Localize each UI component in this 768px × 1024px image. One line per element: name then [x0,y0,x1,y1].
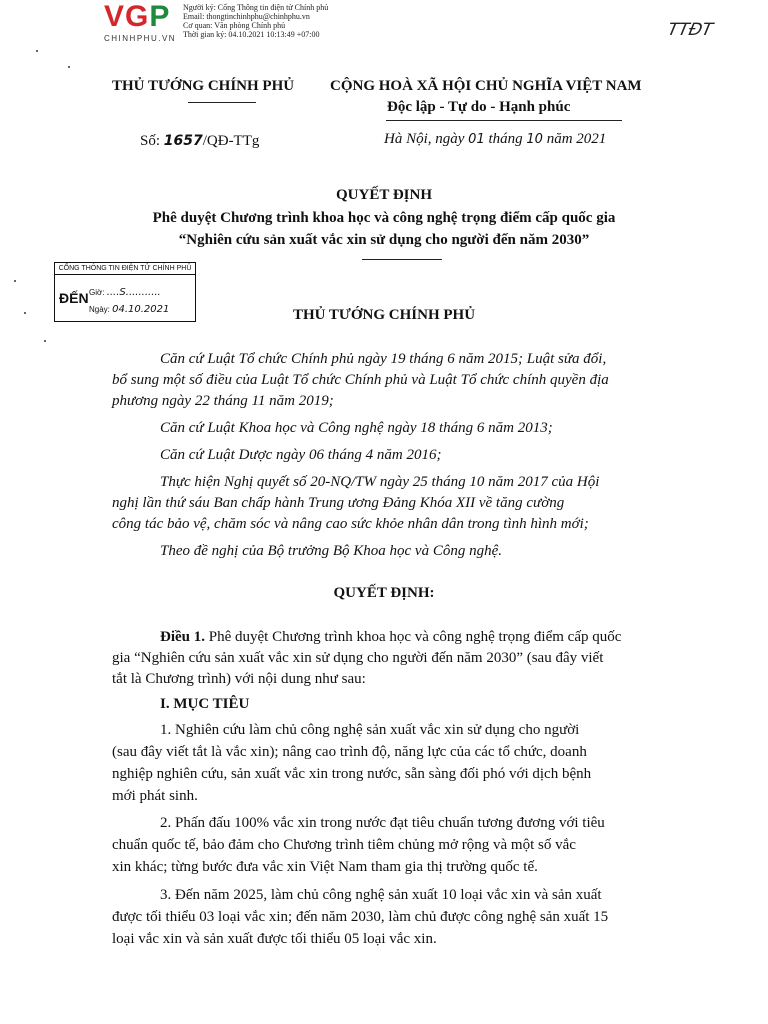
scan-speck [36,50,38,52]
preamble-line: bổ sung một số điều của Luật Tổ chức Chính phủ và Luật Tổ chức chính quyền địa [112,372,609,388]
stamp-date: Ngày: 04.10.2021 [89,304,170,315]
body-line: xin khác; từng bước đưa vắc xin Việt Nam tham gia thị trường quốc tế. [112,859,538,875]
decision-heading: QUYẾT ĐỊNH: [333,585,435,601]
signature-line: Email: thongtinchinhphu@chinhphu.vn [183,12,310,21]
section-heading: I. MỤC TIÊU [160,696,250,712]
document-kind: QUYẾT ĐỊNH [336,187,432,203]
signature-line: Cơ quan: Văn phòng Chính phủ [183,21,286,30]
article-label: Điều 1. [160,629,205,645]
body-line: loại vắc xin và sản xuất được tối thiểu 05 loại vắc xin. [112,931,437,947]
scan-speck [68,66,70,68]
article-line: Điều 1. Phê duyệt Chương trình khoa học và công nghệ trọng điểm cấp quốc [160,629,622,645]
stamp-time: Giờ: ....S........... [89,287,161,298]
signature-line: Thời gian ký: 04.10.2021 10:13:49 +07:00 [183,30,320,39]
preamble-line: công tác bảo vệ, chăm sóc và nâng cao sức khỏe nhân dân trong tình hình mới; [112,516,589,532]
divider [386,120,622,121]
handwritten-mark: TTĐT [665,20,715,40]
article-line: tắt là Chương trình) với nội dung như sau: [112,671,366,687]
body-line: mới phát sinh. [112,788,198,804]
vgp-logo: VGP [104,0,171,33]
scan-speck [14,280,16,282]
preamble-line: Căn cứ Luật Khoa học và Công nghệ ngày 18 tháng 6 năm 2013; [160,420,553,436]
scan-speck [44,340,46,342]
preamble-line: Căn cứ Luật Tổ chức Chính phủ ngày 19 tháng 6 năm 2015; Luật sửa đổi, [160,351,607,367]
body-line: 2. Phấn đấu 100% vắc xin trong nước đạt tiêu chuẩn tương đương với tiêu [160,815,605,831]
stamp-den: ĐẾN [59,290,89,306]
divider [188,102,256,103]
article-line: gia “Nghiên cứu sản xuất vắc xin sử dụng cho người đến năm 2030” (sau đây viết [112,650,604,666]
national-motto: Độc lập - Tự do - Hạnh phúc [387,99,571,115]
body-line: 1. Nghiên cứu làm chủ công nghệ sản xuất vắc xin sử dụng cho người [160,722,580,738]
document-title-line: Phê duyệt Chương trình khoa học và công nghệ trọng điểm cấp quốc gia [152,210,616,226]
body-line: nghiệp nghiên cứu, sản xuất vắc xin trong nước, sẵn sàng đối phó với dịch bệnh [112,766,592,782]
issuer-name: THỦ TƯỚNG CHÍNH PHỦ [112,78,295,94]
preamble-line: phương ngày 22 tháng 11 năm 2019; [112,393,334,409]
body-line: chuẩn quốc tế, bảo đảm cho Chương trình tiêm chủng mở rộng và một số vắc [112,837,576,853]
preamble-line: nghị lần thứ sáu Ban chấp hành Trung ương Đảng Khóa XII về tăng cường [112,495,565,511]
issue-date: Hà Nội, ngày 01 tháng 10 năm 2021 [384,131,607,147]
date-day: 01 [468,132,485,147]
document-number-value: 1657 [163,133,203,149]
signature-line: Người ký: Cổng Thông tin điện tử Chính phủ [183,3,329,12]
document-title-line: “Nghiên cứu sản xuất vắc xin sử dụng cho người đến năm 2030” [178,232,590,248]
body-line: 3. Đến năm 2025, làm chủ công nghệ sản xuất 10 loại vắc xin và sản xuất [160,887,602,903]
authority-heading: THỦ TƯỚNG CHÍNH PHỦ [292,307,476,323]
vgp-logo-subtitle: CHINHPHU.VN [104,34,177,43]
preamble-line: Thực hiện Nghị quyết số 20-NQ/TW ngày 25 tháng 10 năm 2017 của Hội [160,474,600,490]
preamble-line: Theo đề nghị của Bộ trưởng Bộ Khoa học và Công nghệ. [160,543,502,559]
digital-signature [183,3,328,39]
stamp-header: CỔNG THÔNG TIN ĐIỆN TỬ CHÍNH PHỦ [55,263,195,275]
state-name: CỘNG HOÀ XÃ HỘI CHỦ NGHĨA VIỆT NAM [330,78,642,94]
body-line: được tối thiểu 03 loại vắc xin; đến năm 2030, làm chủ được công nghệ sản xuất 15 [112,909,609,925]
divider [362,259,442,260]
date-month: 10 [526,132,543,147]
preamble-line: Căn cứ Luật Dược ngày 06 tháng 4 năm 2016; [160,447,442,463]
body-line: (sau đây viết tắt là vắc xin); nâng cao trình độ, năng lực của các tổ chức, doanh [112,744,587,760]
document-number: Số: 1657/QĐ-TTg [140,133,260,149]
